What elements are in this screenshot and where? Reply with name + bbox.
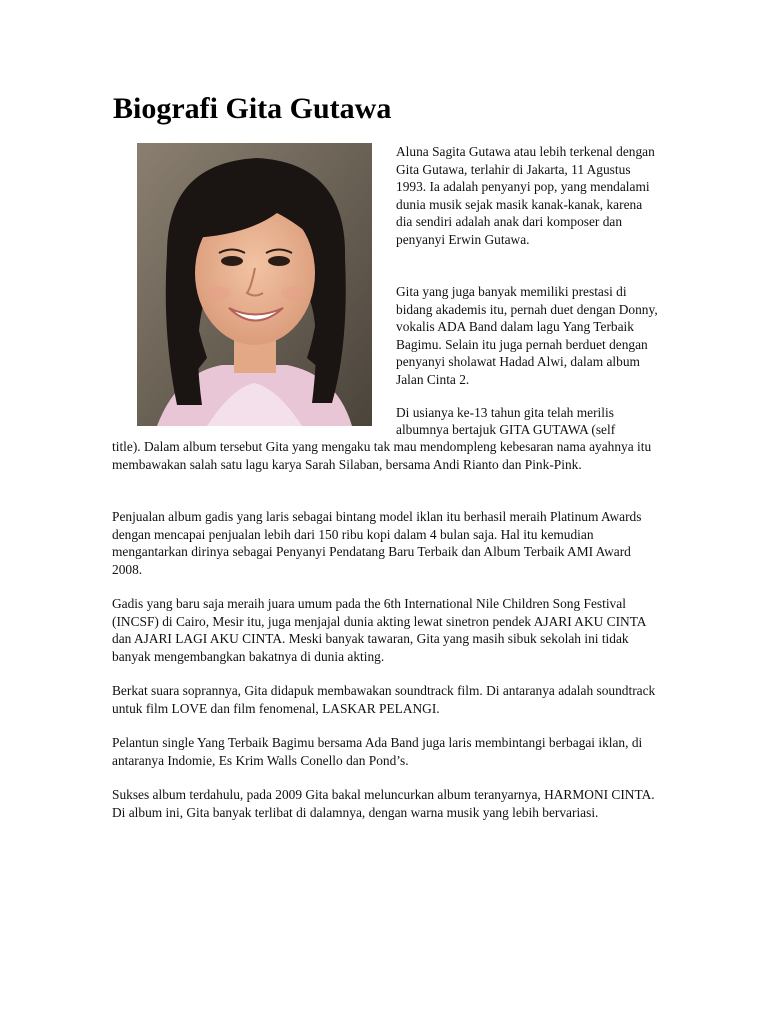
- paragraph-3-line-2: albumnya bertajuk GITA GUTAWA (self: [396, 422, 616, 437]
- portrait-illustration: [137, 143, 372, 426]
- paragraph-2: Gita yang juga banyak memiliki prestasi di bidang akademis itu, pernah duet dengan Donny, vokalis ADA Band dalam lagu Yang Terbaik Bagimu. Selain itu juga pernah berduet dengan penyanyi sholawat Hadad Alwi, dalam album Jalan Cinta 2.: [396, 284, 658, 387]
- portrait-photo: [137, 143, 372, 426]
- paragraph-4: Penjualan album gadis yang laris sebagai bintang model iklan itu berhasil meraih Platinum Awards dengan mencapai penjualan lebih dari 150 ribu kopi dalam 4 bulan saja. Hal itu kemudian mengantarkan dirinya sebagai Penyanyi Pendatang Baru Terbaik dan Album Terbaik AMI Award 2008.: [112, 509, 642, 577]
- paragraph-8: Sukses album terdahulu, pada 2009 Gita bakal meluncurkan album teranyarnya, HARMONI CINTA. Di album ini, Gita banyak terlibat di dalamnya, dengan warna musik yang lebih bervariasi.: [112, 787, 655, 820]
- paragraph-3-line-1: Di usianya ke-13 tahun gita telah merilis: [396, 405, 614, 420]
- paragraph-7: Pelantun single Yang Terbaik Bagimu bersama Ada Band juga laris membintangi berbagai iklan, di antaranya Indomie, Es Krim Walls Conello dan Pond’s.: [112, 735, 643, 768]
- paragraph-3-continued: title). Dalam album tersebut Gita yang mengaku tak mau mendompleng kebesaran nama ayahnya itu membawakan salah satu lagu karya Sarah Silaban, bersama Andi Rianto dan Pink-Pink.: [112, 439, 652, 472]
- paragraph-5: Gadis yang baru saja meraih juara umum pada the 6th International Nile Children Song Festival (INCSF) di Cairo, Mesir itu, juga menjajal dunia akting lewat sinetron pendek AJARI AKU CINTA dan AJARI LAGI AKU CINTA. Meski banyak tawaran, Gita yang masih sibuk sekolah ini tidak banyak mengembangkan bakatnya di dunia akting.: [112, 596, 646, 664]
- page-title: Biografi Gita Gutawa: [113, 92, 392, 125]
- paragraph-6: Berkat suara soprannya, Gita didapuk membawakan soundtrack film. Di antaranya adalah soundtrack untuk film LOVE dan film fenomenal, LASKAR PELANGI.: [112, 683, 656, 716]
- paragraph-1: Aluna Sagita Gutawa atau lebih terkenal dengan Gita Gutawa, terlahir di Jakarta, 11 Agustus 1993. Ia adalah penyanyi pop, yang mendalami dunia musik sejak masik kanak-kanak, karena dia sendiri adalah anak dari komposer dan penyanyi Erwin Gutawa.: [396, 144, 655, 247]
